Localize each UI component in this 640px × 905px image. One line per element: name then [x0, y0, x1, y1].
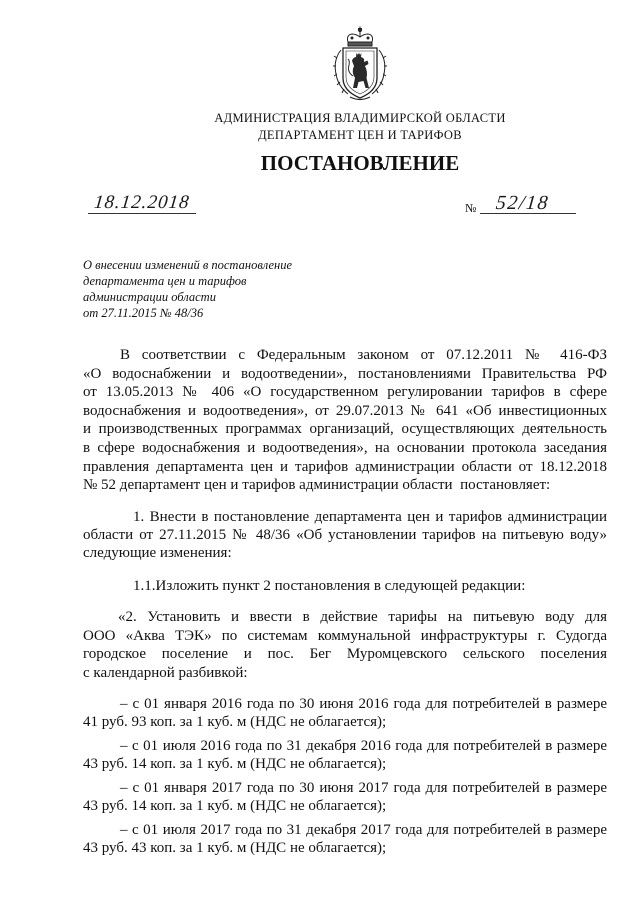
department-name: ДЕПАРТАМЕНТ ЦЕН И ТАРИФОВ [258, 128, 462, 142]
tariff-period: – с 01 января 2016 года по 30 июня 2016 года для потребителей в размере [120, 696, 607, 712]
document-number-value: 52/18 [494, 192, 551, 214]
body-text-line: с календарной разбивкой: [83, 664, 248, 681]
subject-line: администрации области [83, 290, 216, 304]
body-text-line: от 13.05.2013 № 406 «О государственном регулировании тарифов в сфере [83, 384, 607, 401]
subject-line: от 27.11.2015 № 48/36 [83, 306, 204, 320]
body-text-line: № 52 департамент цен и тарифов администрации области постановляет: [83, 477, 551, 494]
tariff-value: 43 руб. 14 коп. за 1 куб. м (НДС не облагается); [83, 756, 387, 772]
body-text-line: ООО «Аква ТЭК» по системам коммунальной инфраструктуры г. Судогда [83, 627, 607, 644]
body-text-line: 1.1.Изложить пункт 2 постановления в следующей редакции: [133, 578, 526, 594]
document-date [88, 193, 196, 214]
tariff-period: – с 01 июля 2017 года по 31 декабря 2017 года для потребителей в размере [120, 822, 607, 838]
document-number [480, 193, 576, 214]
paragraph-clause-1 [83, 508, 607, 562]
tariff-list-item [83, 779, 607, 815]
body-text-line: в сфере водоснабжения и водоотведения», на основании протокола заседания [83, 439, 607, 456]
coat-of-arms-emblem [328, 26, 392, 102]
body-text-line: городское поселение и пос. Бег Муромцевского сельского поселения [83, 646, 607, 663]
body-text-line: водоснабжения и водоотведения», от 29.07.2013 № 641 «Об инвестиционных [83, 402, 607, 419]
body-text-line: 1. Внести в постановление департамента цен и тарифов администрации [133, 509, 607, 525]
tariff-period: – с 01 июля 2016 года по 31 декабря 2016 года для потребителей в размере [120, 738, 607, 754]
paragraph-clause-1-1 [83, 577, 607, 595]
tariff-value: 43 руб. 43 коп. за 1 куб. м (НДС не облагается); [83, 840, 387, 856]
body-text-line: области от 27.11.2015 № 48/36 «Об установлении тарифов на питьевую воду» [83, 527, 607, 543]
subject-line: О внесении изменений в постановление [83, 258, 293, 272]
tariff-list-item [83, 737, 607, 773]
paragraph-clause-2 [83, 608, 607, 682]
document-subject [83, 257, 383, 321]
number-label: № [465, 201, 477, 215]
paragraph-preamble [83, 346, 607, 495]
document-date-value: 18.12.2018 [92, 192, 191, 213]
subject-line: департамента цен и тарифов [83, 274, 247, 288]
organization-name: АДМИНИСТРАЦИЯ ВЛАДИМИРСКОЙ ОБЛАСТИ [214, 111, 506, 125]
document-type-title: ПОСТАНОВЛЕНИЕ [260, 151, 460, 175]
body-text-line: «О водоснабжении и водоотведении», постановлениями Правительства РФ [83, 365, 607, 382]
tariff-value: 43 руб. 14 коп. за 1 куб. м (НДС не облагается); [83, 798, 387, 814]
tariff-list-item [83, 821, 607, 857]
body-text-line: следующие изменения: [83, 545, 232, 561]
tariff-period: – с 01 января 2017 года по 30 июня 2017 года для потребителей в размере [120, 780, 607, 796]
body-text-line: В соответствии с Федеральным законом от 07.12.2011 № 416-ФЗ [120, 347, 607, 363]
body-text-line: правления департамента цен и тарифов администрации области от 18.12.2018 [83, 458, 607, 475]
tariff-list-item [83, 695, 607, 731]
tariff-value: 41 руб. 93 коп. за 1 куб. м (НДС не облагается); [83, 714, 387, 730]
body-text-line: и производственных программах организаций, осуществляющих деятельность [83, 421, 607, 438]
body-text-line: «2. Установить и ввести в действие тарифы на питьевую воду для [118, 609, 607, 625]
